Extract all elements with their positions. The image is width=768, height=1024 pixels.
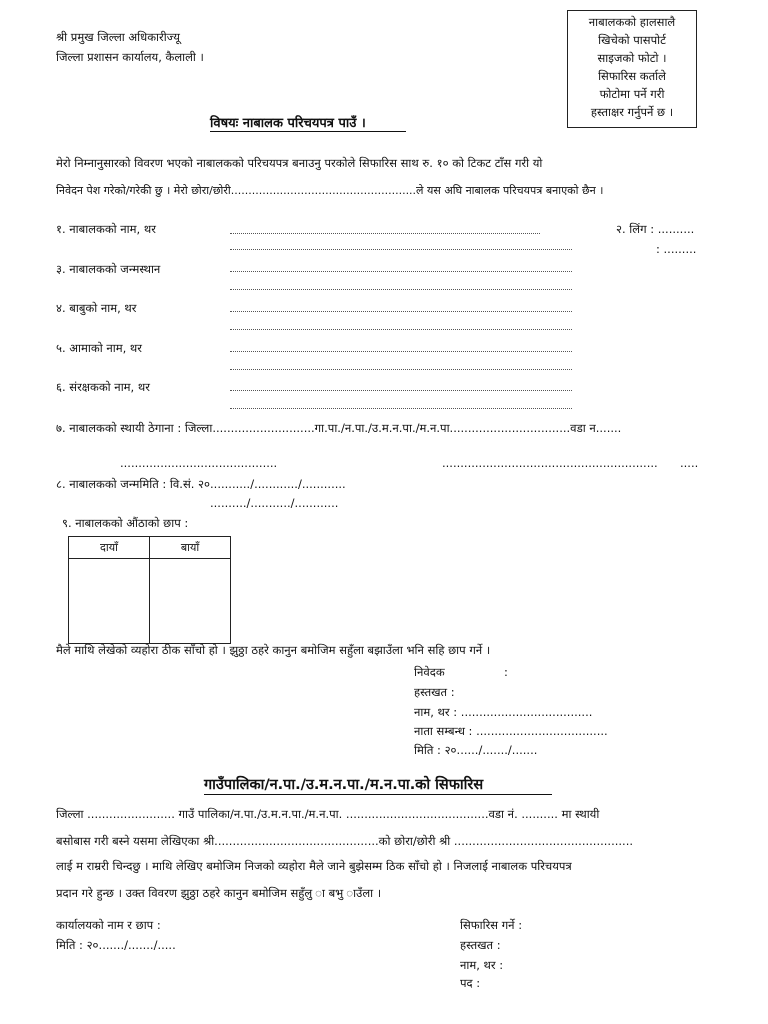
applicant-signature: हस्तखत : — [414, 685, 455, 699]
fill-line[interactable] — [230, 408, 572, 409]
thumb-left-header: बायाँ — [150, 537, 231, 559]
thumbprint-table — [68, 536, 231, 644]
recommender-post: पद : — [460, 976, 481, 990]
fill-line[interactable] — [230, 369, 572, 370]
fill-line[interactable] — [230, 390, 572, 391]
recommendation-heading-underline — [204, 794, 552, 795]
field-gender: २. लिंग : .......... — [616, 222, 695, 236]
recommendation-line-4: प्रदान गरे हुन्छ । उक्त विवरण झुठ्ठा ठहरे कानुन बमोजिम सहुँलु ा बभु ाउँला । — [56, 886, 382, 900]
applicant-date: मिति : २०....../......./....... — [414, 743, 538, 757]
fill-line[interactable] — [230, 351, 572, 352]
address-fill-dots-left[interactable]: ........................................... — [120, 456, 278, 470]
field-permanent-address: ७. नाबालकको स्थायी ठेगाना : जिल्ला............................गा.पा./न.पा./उ.म.न.पा./म.न.पा.................................वडा न....... — [56, 421, 622, 435]
recommendation-heading: गाउँपालिका/न.पा./उ.म.न.पा./म.न.पा.को सिफारिस — [204, 777, 484, 793]
thumb-right-header: दायाँ — [69, 537, 150, 559]
address-fill-dots-right[interactable]: ..... — [680, 456, 699, 470]
intro-line-1: मेरो निम्नानुसारको विवरण भएको नाबालकको परिचयपत्र बनाउनु परकोले सिफारिस साथ रु. १० को टिकट टाँस गरी यो — [56, 156, 543, 170]
recommender-name: नाम, थर : — [460, 958, 504, 972]
fill-line[interactable] — [230, 311, 572, 312]
recommendation-line-1: जिल्ला ........................ गाउँ पालिका/न.पा./उ.म.न.पा./म.न.पा. .......................................वडा नं. .......... मा स्थायी — [56, 807, 600, 821]
applicant-relation: नाता सम्बन्ध : .................................... — [414, 724, 608, 738]
declaration-text: मैले माथि लेखेको व्यहोरा ठीक साँचो हो । झुठ्ठा ठहरे कानुन बमोजिम सहुँला बझाउँला भनि सहि छाप गर्ने । — [56, 643, 491, 657]
thumb-left-cell[interactable] — [150, 559, 231, 644]
subject-underline — [210, 131, 406, 132]
photo-box-line: फोटोमा पर्ने गरी — [599, 87, 665, 101]
field-child-name: १. नाबालकको नाम, थर — [56, 222, 156, 236]
addressee-line-1: श्री प्रमुख जिल्ला अधिकारीज्यू — [56, 30, 180, 44]
subject-line: विषयः नाबालक परिचयपत्र पाउँ । — [210, 116, 366, 131]
recommendation-line-3: लाई म राम्ररी चिन्दछु । माथि लेखिए बमोजिम निजको व्यहोरा मैले जाने बुझेसम्म ठिक साँचो हो । निजलाई नाबालक परिचयपत्र — [56, 859, 572, 873]
photo-box-line: सिफारिस कर्ताले — [598, 69, 666, 83]
recommender-signature: हस्तखत : — [460, 938, 501, 952]
field-father-name: ४. बाबुको नाम, थर — [56, 301, 137, 315]
field-mother-name: ५. आमाको नाम, थर — [56, 341, 142, 355]
field-birthplace: ३. नाबालकको जन्मस्थान — [56, 262, 161, 276]
fill-line[interactable] — [230, 329, 572, 330]
photo-box-line: खिचेको पासपोर्ट — [598, 33, 666, 47]
field-thumbprint: ९. नाबालकको औंठाको छाप : — [62, 516, 189, 530]
field-gender-extra: : ......... — [656, 242, 697, 256]
applicant-label: निवेदक — [414, 665, 445, 679]
fill-line[interactable] — [230, 271, 572, 272]
thumb-right-cell[interactable] — [69, 559, 150, 644]
applicant-colon: : — [504, 665, 508, 679]
field-birthdate: ८. नाबालकको जन्ममिति : वि.सं. २०.........../............/............ — [56, 477, 346, 491]
office-date: मिति : २०......./......./..... — [56, 938, 176, 952]
recommender-label: सिफारिस गर्ने : — [460, 918, 523, 932]
photo-box-line: साइजको फोटो । — [597, 51, 667, 65]
addressee-line-2: जिल्ला प्रशासन कार्यालय, कैलाली । — [56, 50, 204, 64]
photo-box-line: नाबालकको हालसालै — [588, 15, 676, 29]
applicant-name: नाम, थर : .................................... — [414, 705, 593, 719]
photo-box-line: हस्ताक्षर गर्नुपर्ने छ । — [590, 105, 674, 119]
address-fill-dots-middle[interactable]: ........................................................... — [442, 456, 658, 470]
recommendation-line-2: बसोबास गरी बस्ने यसमा लेखिएका श्री.............................................को छोरा/छोरी श्री ................................................. — [56, 834, 634, 848]
office-seal-label: कार्यालयको नाम र छाप : — [56, 918, 161, 932]
fill-line[interactable] — [230, 289, 572, 290]
fill-line[interactable] — [230, 249, 572, 250]
fill-line[interactable] — [230, 233, 540, 234]
intro-line-2: निवेदन पेश गरेको/गरेकी छु । मेरो छोरा/छोरी.....................................................ले यस अघि नाबालक परिचयपत्र बनाएको छैन । — [56, 184, 604, 197]
photo-placeholder-box — [567, 10, 697, 128]
field-birthdate-ad[interactable]: ........../.........../............ — [210, 496, 339, 510]
field-guardian-name: ६. संरक्षकको नाम, थर — [56, 380, 150, 394]
